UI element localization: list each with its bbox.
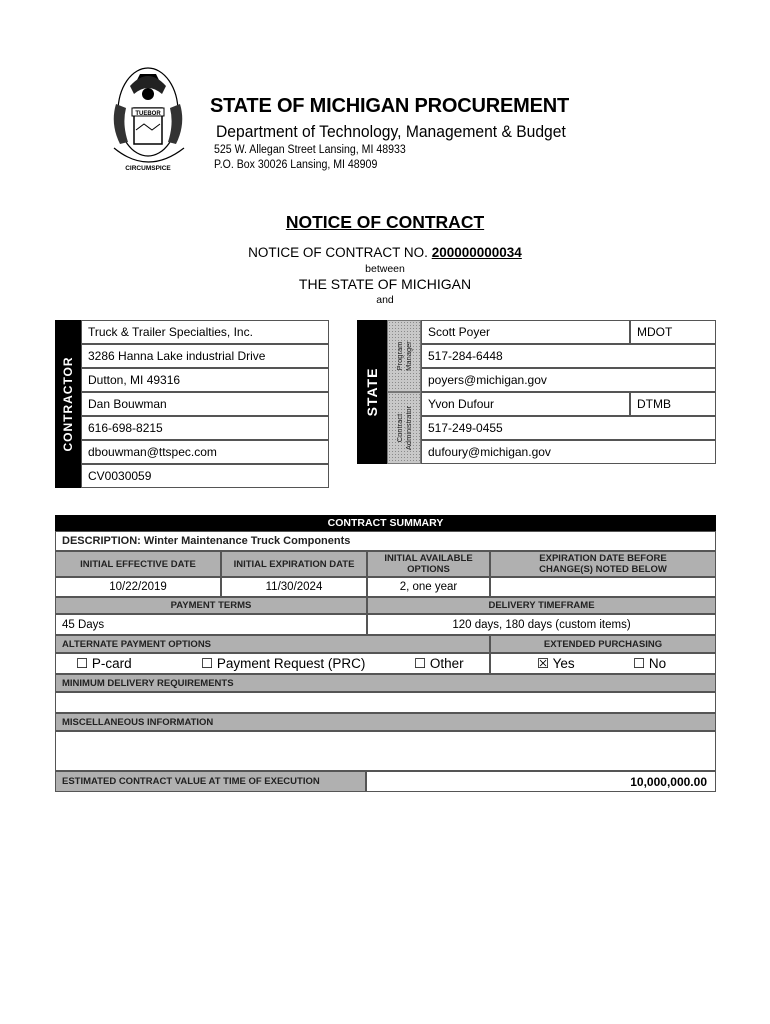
contract-admin-sidebar	[387, 392, 421, 464]
contractor-email: dbouwman@ttspec.com	[81, 440, 329, 464]
extended-purchasing-header: EXTENDED PURCHASING	[490, 635, 716, 653]
between-label: between	[365, 263, 405, 275]
pm-email: poyers@michigan.gov	[421, 368, 716, 392]
contractor-sidebar	[55, 320, 81, 488]
state-label: STATE	[364, 367, 380, 417]
and-label: and	[376, 294, 394, 306]
delivery-timeframe-header: DELIVERY TIMEFRAME	[367, 597, 716, 614]
payment-terms-header: PAYMENT TERMS	[55, 597, 367, 614]
exp-before-change-value	[490, 577, 716, 597]
pm-phone: 517-284-6448	[421, 344, 716, 368]
effective-date-value: 10/22/2019	[55, 577, 221, 597]
ca-name: Yvon Dufour	[421, 392, 630, 416]
misc-info-header: MISCELLANEOUS INFORMATION	[55, 713, 716, 731]
col-exp-before-change: EXPIRATION DATE BEFORE CHANGE(S) NOTED BELOW	[490, 551, 716, 577]
state-sidebar	[357, 320, 387, 464]
expiration-date-value: 11/30/2024	[221, 577, 367, 597]
address-street: 525 W. Allegan Street Lansing, MI 48933	[214, 144, 406, 156]
ca-email: dufoury@michigan.gov	[421, 440, 716, 464]
description-value: Winter Maintenance Truck Components	[143, 535, 351, 547]
department-name: Department of Technology, Management & Budget	[216, 122, 566, 141]
description-row	[55, 531, 716, 551]
contract-admin-label: Contract Administrator	[395, 405, 413, 451]
other-checkbox[interactable]: ☐ Other	[414, 655, 464, 671]
svg-text:CIRCUMSPICE: CIRCUMSPICE	[125, 165, 171, 172]
program-manager-sidebar	[387, 320, 421, 392]
address-pobox: P.O. Box 30026 Lansing, MI 48909	[214, 159, 378, 171]
contract-number: NOTICE OF CONTRACT NO. 200000000034	[248, 245, 522, 260]
prc-checkbox[interactable]: ☐ Payment Request (PRC)	[201, 655, 366, 671]
contractor-city: Dutton, MI 49316	[81, 368, 329, 392]
pm-agency: MDOT	[630, 320, 716, 344]
contractor-vendor-id: CV0030059	[81, 464, 329, 488]
contractor-address: 3286 Hanna Lake industrial Drive	[81, 344, 329, 368]
svg-text:TUEBOR: TUEBOR	[135, 111, 161, 117]
col-available-options: INITIAL AVAILABLE OPTIONS	[367, 551, 490, 577]
description-label: DESCRIPTION:	[62, 535, 141, 547]
pcard-checkbox[interactable]: ☐ P-card	[76, 655, 132, 671]
michigan-seal-icon	[100, 64, 196, 182]
payment-terms-value: 45 Days	[55, 614, 367, 635]
contractor-name: Truck & Trailer Specialties, Inc.	[81, 320, 329, 344]
col-expiration-date: INITIAL EXPIRATION DATE	[221, 551, 367, 577]
page-title: STATE OF MICHIGAN PROCUREMENT	[210, 95, 570, 117]
est-value-amount: 10,000,000.00	[366, 771, 716, 792]
misc-info-value	[55, 731, 716, 771]
contractor-phone: 616-698-8215	[81, 416, 329, 440]
contractor-contact: Dan Bouwman	[81, 392, 329, 416]
min-delivery-value	[55, 692, 716, 713]
ca-agency: DTMB	[630, 392, 716, 416]
program-manager-label: Program Manager	[395, 341, 413, 371]
contractor-label: CONTRACTOR	[61, 356, 75, 452]
contract-summary-header: CONTRACT SUMMARY	[55, 515, 716, 531]
ca-phone: 517-249-0455	[421, 416, 716, 440]
notice-title: NOTICE OF CONTRACT	[285, 212, 485, 232]
options-value: 2, one year	[367, 577, 490, 597]
min-delivery-header: MINIMUM DELIVERY REQUIREMENTS	[55, 674, 716, 692]
alt-payment-options-row	[55, 653, 490, 674]
extended-purchasing-row	[490, 653, 716, 674]
delivery-timeframe-value: 120 days, 180 days (custom items)	[367, 614, 716, 635]
yes-checkbox[interactable]: ☒ Yes	[537, 655, 575, 671]
alt-payment-header: ALTERNATE PAYMENT OPTIONS	[55, 635, 490, 653]
est-value-label: ESTIMATED CONTRACT VALUE AT TIME OF EXECUTION	[55, 771, 366, 792]
pm-name: Scott Poyer	[421, 320, 630, 344]
no-checkbox[interactable]: ☐ No	[633, 655, 667, 671]
col-effective-date: INITIAL EFFECTIVE DATE	[55, 551, 221, 577]
state-name: THE STATE OF MICHIGAN	[298, 276, 472, 292]
